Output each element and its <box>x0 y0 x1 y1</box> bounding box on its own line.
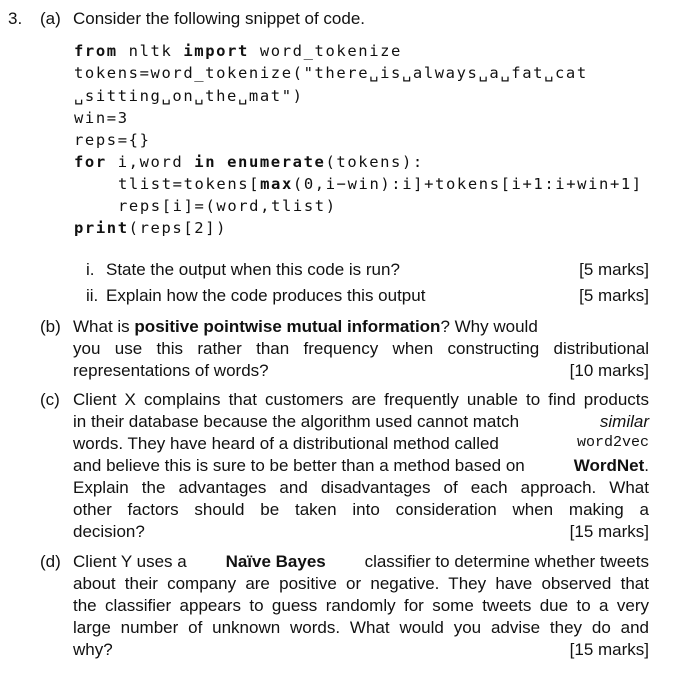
part-b-marks: [10 marks] <box>569 361 649 380</box>
print-args: (reps[2]) <box>128 219 228 237</box>
code-line-8: reps[i]=(word,tlist) <box>118 197 337 215</box>
part-d-text-1a: Client Y uses a <box>73 552 187 571</box>
sub-ii-marks: [5 marks] <box>579 286 649 305</box>
code-line-1 <box>74 42 402 60</box>
part-c-text-4: and believe this is sure to be better than a method based on <box>73 456 525 475</box>
part-c-period: . <box>644 456 649 475</box>
part-d-line-3: the classifier appears to guess randomly for some tweets due to a very <box>73 596 649 615</box>
sub-ii-label: ii. <box>86 286 99 305</box>
part-c-line-7: decision? <box>73 522 145 541</box>
part-b-bold-term: positive pointwise mutual information <box>134 317 441 336</box>
part-d-line-4: large number of unknown words. What would you advise they do and <box>73 618 649 637</box>
tlist-assign: tlist=tokens[ <box>118 175 261 193</box>
code-line-5: reps={} <box>74 131 151 149</box>
part-c-text-3: words. They have heard of a distributional method called <box>73 434 499 453</box>
loop-iterable: (tokens): <box>325 153 424 171</box>
part-d-line-5: why? <box>73 640 113 659</box>
part-d-line-1 <box>73 552 649 572</box>
keyword-import: import <box>183 42 249 60</box>
keyword-for: for <box>74 153 107 171</box>
code-line-3: ␣sitting␣on␣the␣mat") <box>74 87 304 105</box>
part-d-marks: [15 marks] <box>569 640 649 659</box>
part-c-word2vec: word2vec <box>576 434 649 451</box>
part-b-line-3: representations of words? <box>73 361 269 380</box>
part-b-label: (b) <box>40 317 61 336</box>
sub-i-text: State the output when this code is run? <box>106 260 400 279</box>
part-c-line-4 <box>73 456 649 476</box>
part-c-line-1: Client X complains that customers are frequently unable to find products <box>73 390 649 409</box>
sub-i-label: i. <box>86 260 95 279</box>
part-d-label: (d) <box>40 552 61 571</box>
module-name: nltk <box>128 42 173 60</box>
keyword-print: print <box>74 219 129 237</box>
code-line-2: tokens=word_tokenize("there␣is␣always␣a␣fat␣cat <box>74 64 588 82</box>
code-line-4: win=3 <box>74 109 129 127</box>
part-a-intro: Consider the following snippet of code. <box>73 9 366 28</box>
part-c-italic-similar: similar <box>599 412 649 431</box>
part-b-text-2: ? Why would <box>440 317 538 336</box>
part-b-line-2: you use this rather than frequency when constructing distributional <box>73 339 649 358</box>
part-c-line-2 <box>73 412 649 432</box>
question-number: 3. <box>8 9 23 28</box>
keyword-enumerate: enumerate <box>227 153 326 171</box>
part-c-line-5: Explain the advantages and disadvantages of each approach. What <box>73 478 649 497</box>
code-line-9 <box>74 219 227 237</box>
part-b-text-1: What is <box>73 317 130 336</box>
part-d-line-2: about their company are positive or negative. They have observed that <box>73 574 649 593</box>
part-b-line-1 <box>73 317 649 337</box>
imported-name: word_tokenize <box>259 42 402 60</box>
sub-i-marks: [5 marks] <box>579 260 649 279</box>
part-d-text-1b: classifier to determine whether tweets <box>364 552 649 571</box>
part-c-wordnet: WordNet <box>573 456 645 475</box>
tlist-slice: (0,i−win):i]+tokens[i+1:i+win+1] <box>292 175 643 193</box>
keyword-in: in <box>194 153 217 171</box>
code-line-7 <box>118 175 643 193</box>
sub-ii-text: Explain how the code produces this output <box>106 286 426 305</box>
part-c-label: (c) <box>40 390 60 409</box>
part-a-label: (a) <box>40 9 61 28</box>
part-d-naive-bayes: Naïve Bayes <box>225 552 326 571</box>
code-line-6 <box>74 153 424 171</box>
keyword-from: from <box>74 42 118 60</box>
keyword-max: max <box>260 175 293 193</box>
part-c-line-6: other factors should be taken into consideration when making a <box>73 500 649 519</box>
part-c-marks: [15 marks] <box>569 522 649 541</box>
part-c-text-2: in their database because the algorithm used cannot match <box>73 412 520 431</box>
loop-variables: i,word <box>117 153 184 171</box>
part-c-line-3 <box>73 434 649 454</box>
